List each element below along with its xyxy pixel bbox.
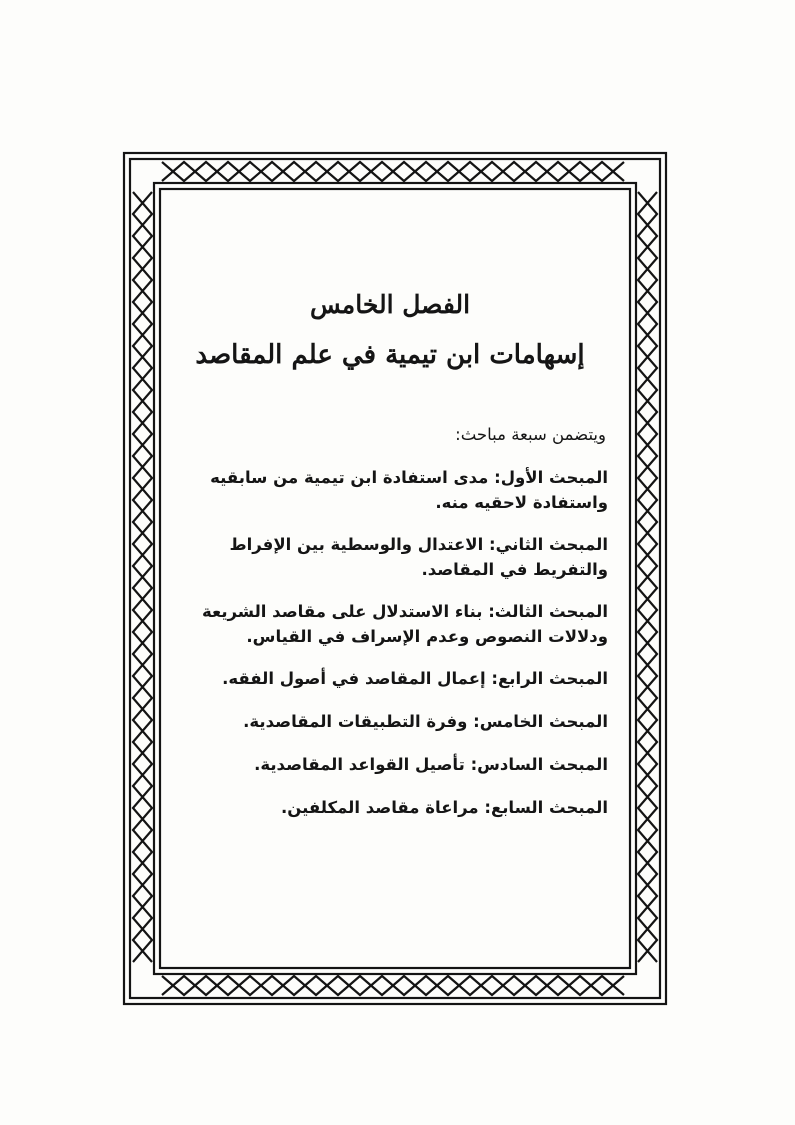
page-content <box>172 285 608 838</box>
sections-list <box>172 465 608 820</box>
section-item: المبحث الأول: مدى استفادة ابن تيمية من سابقيه واستفادة لاحقيه منه. <box>210 468 608 512</box>
section-item: المبحث السابع: مراعاة مقاصد المكلفين. <box>281 798 608 817</box>
section-item: المبحث الخامس: وفرة التطبيقات المقاصدية. <box>243 712 608 731</box>
chapter-label: الفصل الخامس <box>309 290 471 319</box>
section-item: المبحث الثالث: بناء الاستدلال على مقاصد الشريعة ودلالات النصوص وعدم الإسراف في القياس. <box>202 602 608 646</box>
intro-text: ويتضمن سبعة مباحث: <box>455 425 606 444</box>
section-item: المبحث الرابع: إعمال المقاصد في أصول الفقه. <box>222 669 608 688</box>
chapter-title: إسهامات ابن تيمية في علم المقاصد <box>195 340 585 370</box>
section-item: المبحث السادس: تأصيل القواعد المقاصدية. <box>254 755 608 774</box>
section-item: المبحث الثاني: الاعتدال والوسطية بين الإفراط والتفريط في المقاصد. <box>229 535 608 579</box>
